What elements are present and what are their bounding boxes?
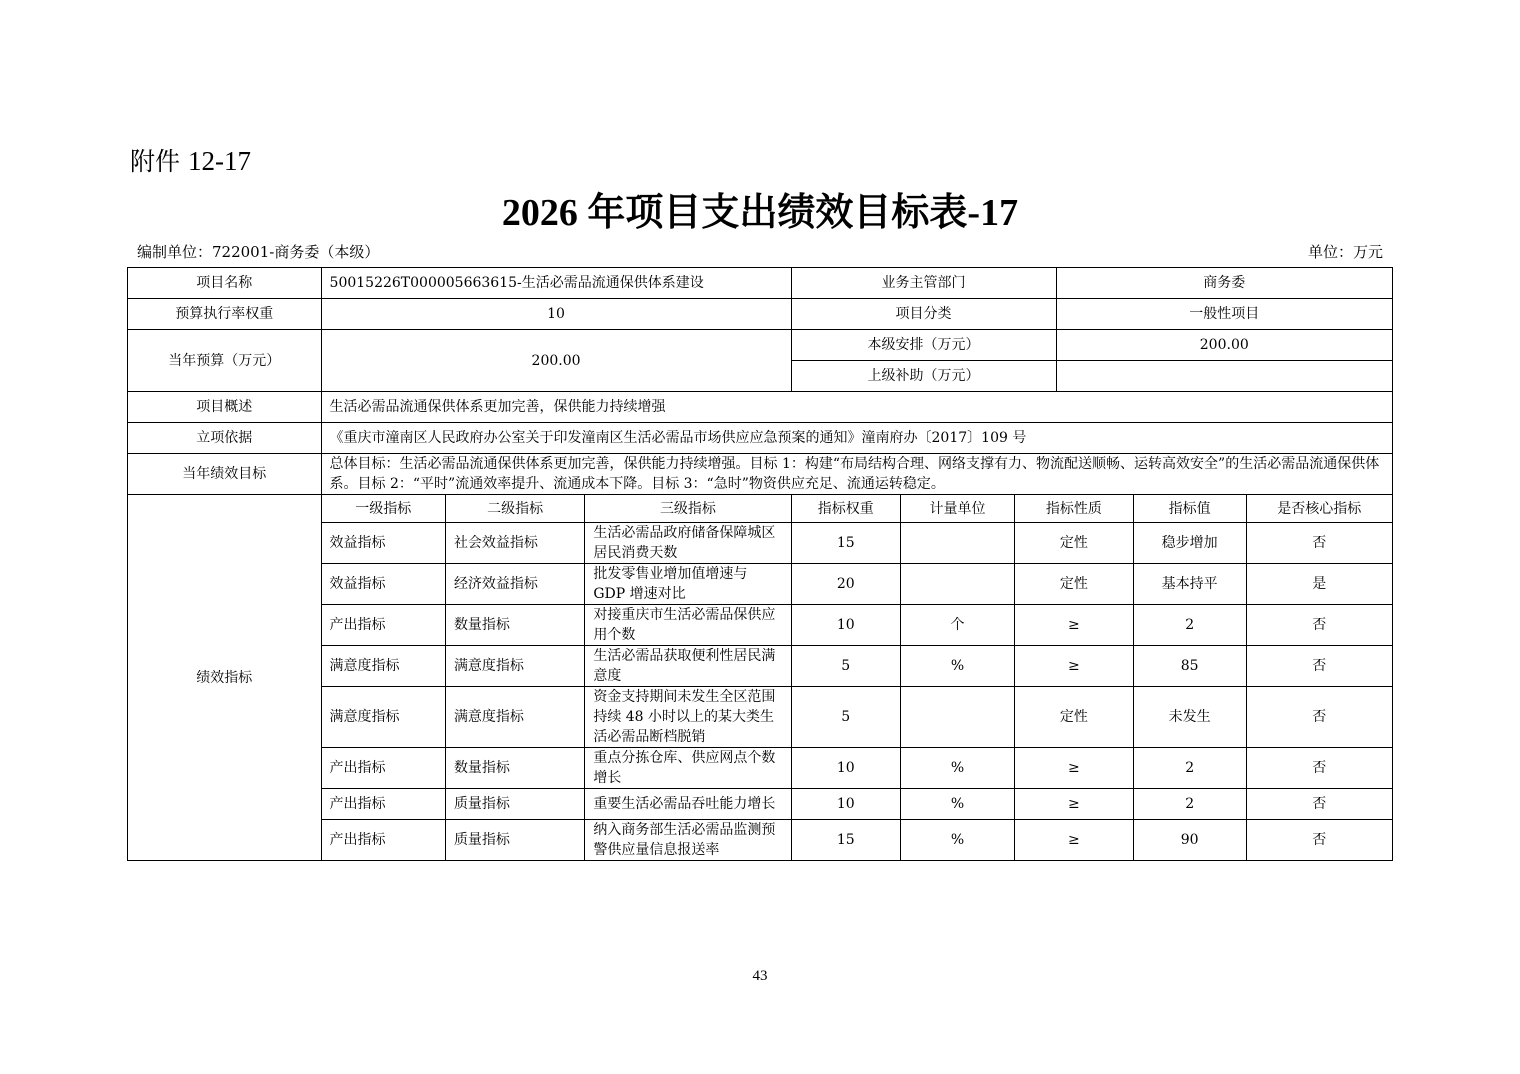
project-name-value: 50015226T000005663615-生活必需品流通保供体系建设 [321, 268, 791, 299]
cell-unit: % [900, 748, 1014, 789]
cell-level2: 质量指标 [445, 789, 584, 820]
weight-label: 预算执行率权重 [128, 299, 322, 330]
overview-label: 项目概述 [128, 392, 322, 423]
cell-level2: 经济效益指标 [445, 564, 584, 605]
row-goal [128, 454, 1393, 495]
cell-weight: 10 [791, 789, 900, 820]
cell-level2: 社会效益指标 [445, 523, 584, 564]
budget-value: 200.00 [321, 330, 791, 392]
cell-value: 2 [1133, 605, 1246, 646]
attachment-label [130, 143, 251, 180]
header-core: 是否核心指标 [1246, 495, 1392, 523]
subsidy-label: 上级补助（万元） [791, 361, 1056, 392]
local-budget-label: 本级安排（万元） [791, 330, 1056, 361]
cell-core: 否 [1246, 687, 1392, 748]
cell-level3: 批发零售业增加值增速与 GDP 增速对比 [585, 564, 791, 605]
cell-weight: 5 [791, 687, 900, 748]
cell-core: 否 [1246, 820, 1392, 861]
cell-weight: 10 [791, 748, 900, 789]
dept-label: 业务主管部门 [791, 268, 1056, 299]
cell-level2: 满意度指标 [445, 646, 584, 687]
cell-value: 90 [1133, 820, 1246, 861]
header-level1: 一级指标 [321, 495, 445, 523]
page-number: 43 [752, 968, 768, 984]
cell-unit [900, 523, 1014, 564]
cell-core: 否 [1246, 523, 1392, 564]
cell-value: 未发生 [1133, 687, 1246, 748]
cell-core: 否 [1246, 789, 1392, 820]
basis-value: 《重庆市潼南区人民政府办公室关于印发潼南区生活必需品市场供应应急预案的通知》潼南府办〔2017〕109 号 [321, 423, 1392, 454]
cell-level1: 产出指标 [321, 789, 445, 820]
cell-weight: 20 [791, 564, 900, 605]
cell-unit: % [900, 820, 1014, 861]
cell-unit: 个 [900, 605, 1014, 646]
cell-weight: 5 [791, 646, 900, 687]
cell-level1: 产出指标 [321, 748, 445, 789]
cell-value: 2 [1133, 748, 1246, 789]
cell-level3: 资金支持期间未发生全区范围持续 48 小时以上的某大类生活必需品断档脱销 [585, 687, 791, 748]
compiling-unit: 编制单位：722001-商务委（本级） [137, 243, 380, 261]
local-budget-value: 200.00 [1056, 330, 1392, 361]
cell-value: 基本持平 [1133, 564, 1246, 605]
row-basis [128, 423, 1393, 454]
weight-value: 10 [321, 299, 791, 330]
cell-core: 是 [1246, 564, 1392, 605]
cell-weight: 15 [791, 523, 900, 564]
overview-value: 生活必需品流通保供体系更加完善，保供能力持续增强 [321, 392, 1392, 423]
header-level2: 二级指标 [445, 495, 584, 523]
cell-level1: 效益指标 [321, 564, 445, 605]
cell-level1: 满意度指标 [321, 687, 445, 748]
cell-level1: 效益指标 [321, 523, 445, 564]
cell-nature: ≥ [1015, 789, 1134, 820]
cell-level1: 产出指标 [321, 605, 445, 646]
header-value: 指标值 [1133, 495, 1246, 523]
cell-level2: 满意度指标 [445, 687, 584, 748]
row-weight [128, 299, 1393, 330]
header-level3: 三级指标 [585, 495, 791, 523]
cell-level2: 数量指标 [445, 748, 584, 789]
cell-level1: 产出指标 [321, 820, 445, 861]
cell-value: 85 [1133, 646, 1246, 687]
cell-level3: 纳入商务部生活必需品监测预警供应量信息报送率 [585, 820, 791, 861]
goal-value: 总体目标：生活必需品流通保供体系更加完善，保供能力持续增强。目标 1：构建“布局结构合理、网络支撑有力、物流配送顺畅、运转高效安全”的生活必需品流通保供体系。目标 2：“平时”流通效率提升、流通成本下降。目标 3：“急时”物资供应充足、流通运转稳定。 [321, 454, 1392, 495]
cell-level2: 质量指标 [445, 820, 584, 861]
row-overview [128, 392, 1393, 423]
cell-nature: 定性 [1015, 564, 1134, 605]
budget-label: 当年预算（万元） [128, 330, 322, 392]
header-weight: 指标权重 [791, 495, 900, 523]
category-value: 一般性项目 [1056, 299, 1392, 330]
page-title: 2026 年项目支出绩效目标表-17 [501, 192, 1019, 234]
cell-level3: 生活必需品获取便利性居民满意度 [585, 646, 791, 687]
cell-level3: 对接重庆市生活必需品保供应用个数 [585, 605, 791, 646]
cell-core: 否 [1246, 748, 1392, 789]
indicator-header-row [128, 495, 1393, 523]
cell-level1: 满意度指标 [321, 646, 445, 687]
cell-weight: 10 [791, 605, 900, 646]
cell-unit: % [900, 789, 1014, 820]
indicators-section-label: 绩效指标 [128, 495, 322, 861]
row-budget [128, 330, 1393, 361]
cell-core: 否 [1246, 646, 1392, 687]
cell-level2: 数量指标 [445, 605, 584, 646]
cell-core: 否 [1246, 605, 1392, 646]
cell-weight: 15 [791, 820, 900, 861]
cell-level3: 重要生活必需品吞吐能力增长 [585, 789, 791, 820]
currency-unit: 单位：万元 [1307, 243, 1383, 261]
attachment-word: 附件 [130, 147, 181, 176]
attachment-number: 12-17 [187, 146, 251, 176]
row-project-name [128, 268, 1393, 299]
cell-nature: ≥ [1015, 646, 1134, 687]
cell-nature: ≥ [1015, 820, 1134, 861]
cell-unit [900, 564, 1014, 605]
header-nature: 指标性质 [1015, 495, 1134, 523]
performance-table [127, 267, 1393, 861]
cell-nature: ≥ [1015, 605, 1134, 646]
cell-nature: ≥ [1015, 748, 1134, 789]
project-name-label: 项目名称 [128, 268, 322, 299]
category-label: 项目分类 [791, 299, 1056, 330]
cell-nature: 定性 [1015, 687, 1134, 748]
cell-unit: % [900, 646, 1014, 687]
basis-label: 立项依据 [128, 423, 322, 454]
cell-level3: 生活必需品政府储备保障城区居民消费天数 [585, 523, 791, 564]
header-unit: 计量单位 [900, 495, 1014, 523]
cell-level3: 重点分拣仓库、供应网点个数增长 [585, 748, 791, 789]
dept-value: 商务委 [1056, 268, 1392, 299]
cell-value: 稳步增加 [1133, 523, 1246, 564]
cell-value: 2 [1133, 789, 1246, 820]
cell-unit [900, 687, 1014, 748]
subsidy-value [1056, 361, 1392, 392]
cell-nature: 定性 [1015, 523, 1134, 564]
goal-label: 当年绩效目标 [128, 454, 322, 495]
